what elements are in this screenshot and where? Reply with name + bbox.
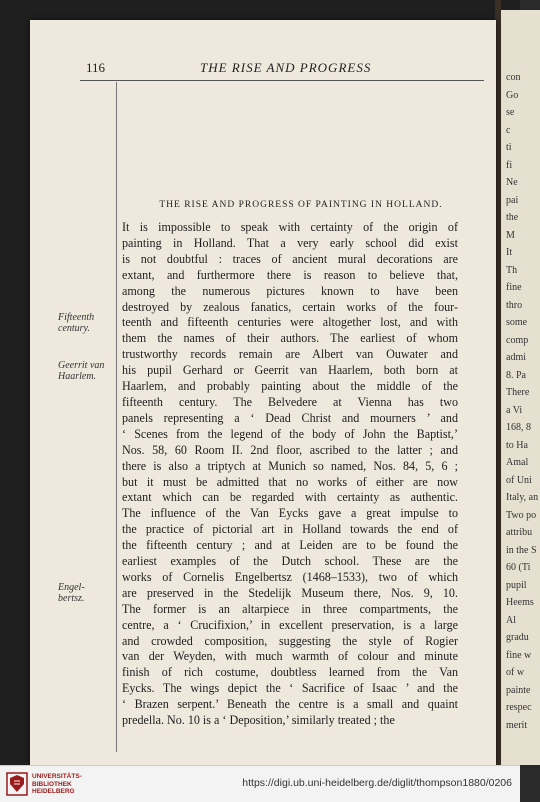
next-page-fragment: con xyxy=(506,72,521,83)
margin-rule xyxy=(116,82,117,752)
text-line: The former is an altarpiece in three compartments, the xyxy=(122,601,458,616)
text-line: them the names of their authors. The earliest of whom xyxy=(122,331,458,346)
sidenote xyxy=(58,582,118,604)
text-line: destroyed by zealous fanatics, certain works of the four- xyxy=(122,299,458,314)
next-page-fragment: c xyxy=(506,124,511,136)
text-line: predella. No. 10 is a ‘ Deposition,’ similarly treated ; the xyxy=(122,713,395,728)
sidenote xyxy=(58,360,118,382)
next-page-fragment: There xyxy=(506,387,530,398)
next-page-fragment: Heems xyxy=(506,597,534,608)
next-page-fragment: Go xyxy=(506,89,519,101)
page-number: 116 xyxy=(86,60,106,75)
next-page-fragment: fine w xyxy=(506,649,532,661)
sidenote-line: Haarlem. xyxy=(58,371,97,382)
text-line: works of Cornelis Engelbertsz (1468–1533), two of which xyxy=(122,569,458,584)
section-title: THE RISE AND PROGRESS OF PAINTING IN HOLLAND. xyxy=(159,200,443,210)
text-line: there is also a triptych at Munich so named, Nos. 84, 5, 6 ; xyxy=(122,458,458,473)
next-page-fragment: in the S xyxy=(506,544,537,556)
next-page-fragment: fi xyxy=(506,159,513,171)
next-page-fragment: se xyxy=(506,107,515,118)
text-line: panels representing a ‘ Dead Christ and mourners ’ and xyxy=(122,410,458,425)
next-page-fragment: admi xyxy=(506,352,526,363)
sidenote-line: Fifteenth xyxy=(58,312,95,323)
next-page-fragment: painte xyxy=(506,684,531,696)
next-page-fragment: pupil xyxy=(506,579,527,591)
text-line: Nos. 58, 60 Room II. 2nd floor, ascribed to the latter ; and xyxy=(122,442,458,457)
text-line: centre, a ‘ Crucifixion,’ in excellent preservation, is a large xyxy=(122,617,458,632)
next-page-fragment: 8. Pa xyxy=(506,369,526,381)
logo-line: BIBLIOTHEK xyxy=(32,780,72,788)
next-page-fragment: 168, 8 xyxy=(506,422,531,433)
text-line: earliest examples of the Dutch school. These are the xyxy=(122,554,458,569)
text-line: but it must be admitted that no works of either are now xyxy=(122,474,458,489)
next-page-fragment: Amal xyxy=(506,457,529,468)
text-line: extant, and furthermore there is reason to believe that, xyxy=(122,267,458,282)
logo-line: UNIVERSITÄTS- xyxy=(32,773,82,780)
text-line: his pupil Gerhard or Geerrit van Haarlem, both born at xyxy=(122,363,458,378)
text-line: The influence of the Van Eycks gave a great impulse to xyxy=(122,506,458,521)
library-seal-icon xyxy=(6,772,28,796)
logo-line: HEIDELBERG xyxy=(32,788,75,795)
text-line: van der Weyden, with much warmth of colour and minute xyxy=(122,649,458,664)
next-page-fragment: attribu xyxy=(506,527,533,538)
text-line: painting in Holland. That a very early school did exist xyxy=(122,235,458,250)
next-page-fragment: some xyxy=(506,317,528,328)
text-line: Haarlem, and probably painting about the middle of the xyxy=(122,379,458,394)
text-line: are preserved in the Stedelijk Museum there, Nos. 9, 10. xyxy=(122,585,458,600)
next-page-fragment: Ne xyxy=(506,177,518,188)
text-line: It is impossible to speak with certainty of the origin of xyxy=(122,220,458,234)
next-page-fragment: of Uni xyxy=(506,474,532,486)
next-page-fragment: Al xyxy=(506,614,516,626)
text-line: the practice of pictorial art in Holland towards the end of xyxy=(122,522,458,537)
sidenote-line: bertsz. xyxy=(58,593,85,604)
next-page-fragment: the xyxy=(506,212,519,223)
text-line: is not doubtful : traces of ancient mural decorations are xyxy=(122,251,458,266)
next-page-fragment: gradu xyxy=(506,632,529,643)
next-page-fragment: to Ha xyxy=(506,439,528,451)
text-line: finish of rich costume, doubtless learned from the Van xyxy=(122,665,458,680)
next-page-fragment: It xyxy=(506,247,513,258)
text-line: fifteenth century. The Belvedere at Vienna has two xyxy=(122,394,458,409)
header-rule xyxy=(80,80,484,81)
running-title: THE RISE AND PROGRESS xyxy=(200,60,372,75)
text-line: and crowded composition, suggesting the style of Rogier xyxy=(122,633,458,648)
next-page-fragment: pai xyxy=(506,194,519,206)
text-line: extant which can be regarded with certainty as authentic. xyxy=(122,490,458,505)
source-url-link[interactable]: https://digi.ub.uni-heidelberg.de/diglit/thompson1880/0206 xyxy=(242,777,512,789)
sidenote-line: Engel- xyxy=(58,582,85,593)
next-page-edge xyxy=(500,10,540,765)
next-page-fragment: comp xyxy=(506,334,529,346)
next-page-fragment: thro xyxy=(506,299,523,311)
text-line: ‘ Scenes from the legend of the body of John the Baptist,’ xyxy=(122,426,458,441)
next-page-fragment: ti xyxy=(506,142,512,153)
next-page-fragment: fine xyxy=(506,282,522,293)
text-line: ‘ Brazen serpent.’ Beneath the centre is a small and quaint xyxy=(122,697,458,712)
library-logo[interactable] xyxy=(6,771,136,797)
logo-text xyxy=(32,773,82,796)
next-page-fragment: Two po xyxy=(506,509,537,521)
next-page-fragment: respec xyxy=(506,702,532,713)
next-page-fragment: M xyxy=(506,229,515,241)
next-page-fragment: Th xyxy=(506,264,518,276)
text-line: the fifteenth century ; and at Leiden are to be found the xyxy=(122,538,458,553)
next-page-fragment: 60 (Ti xyxy=(506,562,531,573)
next-page-fragment: of w xyxy=(506,667,525,678)
text-line: trustworthy records remain are Albert van Ouwater and xyxy=(122,347,458,362)
footer-bar xyxy=(0,765,520,802)
text-line: Eycks. The wings depict the ‘ Sacrifice of Isaac ’ and the xyxy=(122,681,458,696)
sidenote-line: century. xyxy=(58,323,90,334)
next-page-fragment: Italy, an xyxy=(506,492,539,503)
text-line: teenth and fifteenth centuries were altogether lost, and with xyxy=(122,315,458,330)
next-page-fragment: a Vi xyxy=(506,404,523,416)
text-line: among the numerous pictures known to have been xyxy=(122,283,458,298)
body-paragraph xyxy=(122,220,458,729)
book-page xyxy=(30,20,496,765)
sidenote-line: Geerrit van xyxy=(58,360,105,371)
sidenote xyxy=(58,312,118,334)
next-page-fragment: merit xyxy=(506,719,528,731)
